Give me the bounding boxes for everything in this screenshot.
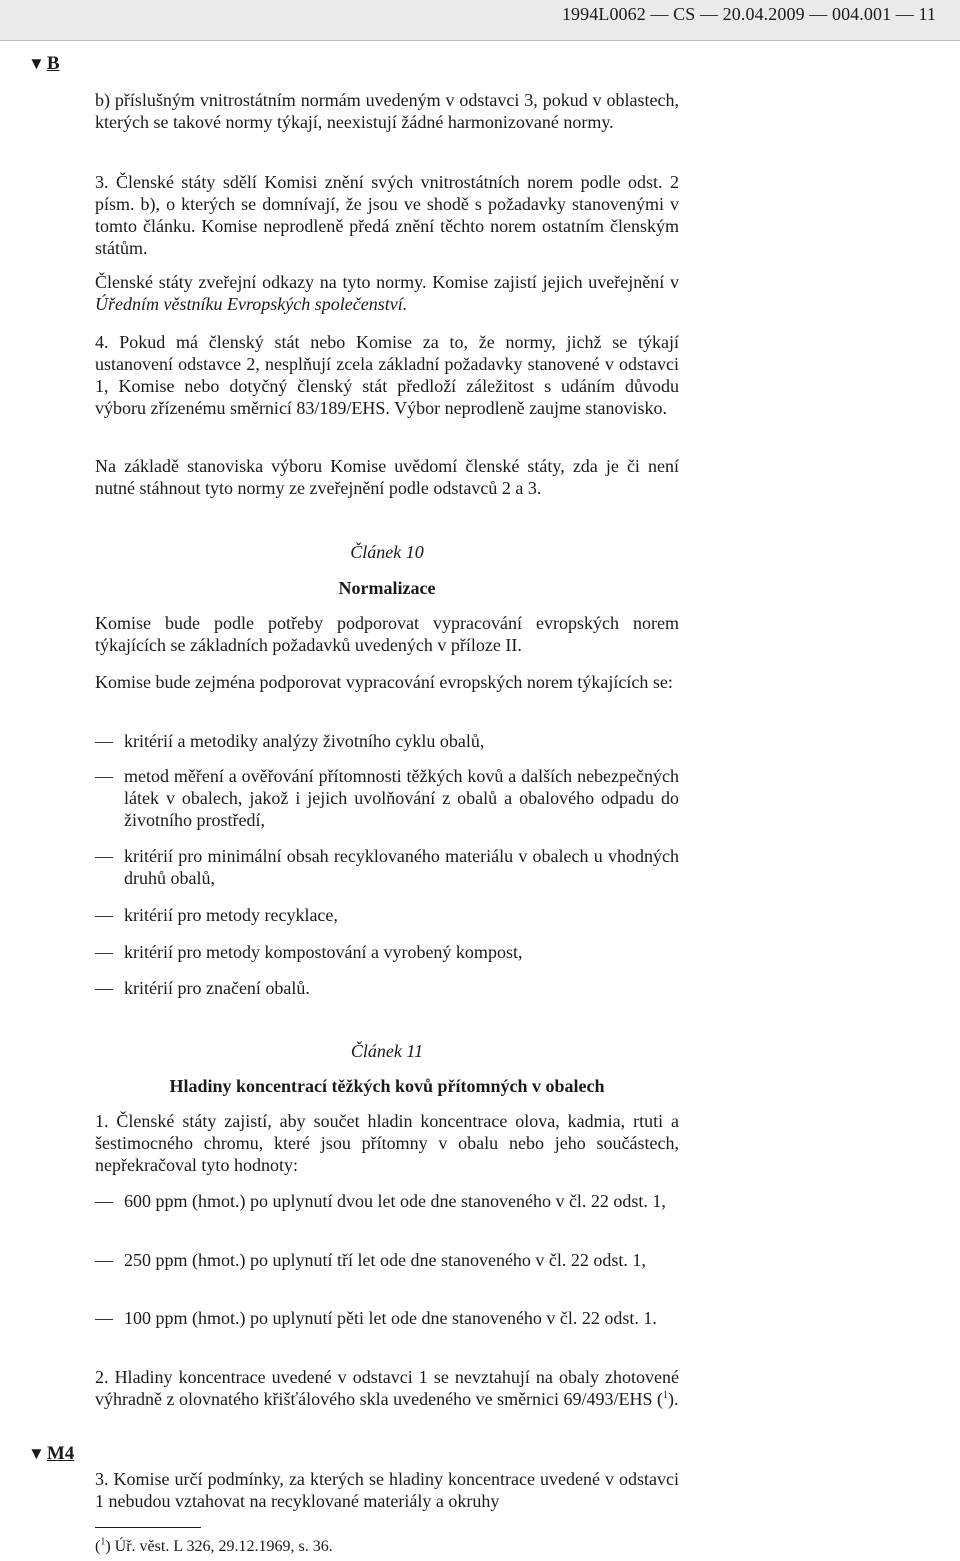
footnote-separator [95,1527,201,1528]
footnote-reference[interactable]: 1 [663,1390,669,1401]
list-item-text: metod měření a ověřování přítomnosti těžkých kovů a dalších nebezpečných látek v obalech, jakož i jejich uvolňování z obalů a obalového odpadu do životního prostředí, [124,766,679,830]
dash-bullet: — [95,766,113,786]
page-header [0,0,960,41]
paragraph: b) příslušným vnitrostátním normám uvedeným v odstavci 3, pokud v oblastech, kterých se takové normy týkají, neexistují žádné harmonizované normy. [95,90,679,132]
paragraph [95,271,679,315]
list-item [95,941,679,963]
paragraph-4 [95,331,679,419]
list-item [95,765,679,831]
paragraph-text: Členské státy zveřejní odkazy na tyto normy. Komise zajistí jejich uveřejnění v [95,272,679,292]
dash-bullet: — [95,942,113,962]
dash-bullet: — [95,905,113,925]
paragraph: 4. Pokud má členský stát nebo Komise za to, že normy, jichž se týkají ustanovení odstavce 2, nesplňují zcela základní požadavky stanovené v odstavci 1, Komise nebo dotyčný členský stát předloží záležitost s udáním důvodu výboru zřízenému směrnicí 83/189/EHS. Výbor neprodleně zaujme stanovisko. [95,332,679,418]
list-item [95,977,679,999]
list-item-text: kritérií a metodiky analýzy životního cyklu obalů, [124,731,485,751]
paragraph [95,1366,679,1410]
dash-bullet: — [95,1191,113,1211]
article-11-paragraph-3 [95,1468,679,1512]
article-10-title: Normalizace [338,578,436,598]
amendment-marker-m4 [28,1443,74,1465]
dash-bullet: — [95,1308,113,1328]
article-10-label: Článek 10 [350,542,424,562]
paragraph-4-decision [95,455,679,499]
article-10-paragraph-2 [95,671,679,693]
dash-bullet: — [95,978,113,998]
triangle-down-icon: ▼ [28,54,45,73]
provision-b-item [95,89,679,133]
article-11-title: Hladiny koncentrací těžkých kovů přítomných v obalech [169,1076,605,1096]
footnote-number: 1 [100,1536,106,1548]
article-11-paragraph-2 [95,1366,679,1410]
dash-bullet: — [95,731,113,751]
marker-code: B [46,53,60,74]
paragraph-text: 2. Hladiny koncentrace uvedené v odstavci 1 se nevztahují na obaly zhotovené výhradně z olovnatého křišťálového skla uvedeného ve směrnici 69/493/EHS ( [95,1367,679,1409]
triangle-down-icon: ▼ [28,1444,45,1463]
article-10-paragraph-1 [95,612,679,656]
footnote-open: ( [95,1538,101,1555]
list-item-text: 100 ppm (hmot.) po uplynutí pěti let ode dne stanoveného v čl. 22 odst. 1. [124,1308,657,1328]
amendment-marker-b [28,53,60,75]
paragraph-text-end: ). [668,1389,679,1409]
paragraph: 3. Členské státy sdělí Komisi znění svých vnitrostátních norem podle odst. 2 písm. b), o kterých se domnívají, že jsou ve shodě s požadavky stanovenými v tomto článku. Komise neprodleně předá znění těchto norem ostatním členským státům. [95,172,679,258]
paragraph-3-publication [95,271,679,315]
list-item [95,845,679,889]
list-item [95,1307,679,1329]
marker-code: M4 [46,1443,75,1464]
list-item-text: kritérií pro metody recyklace, [124,905,338,925]
list-item-text: 600 ppm (hmot.) po uplynutí dvou let ode dne stanoveného v čl. 22 odst. 1, [124,1191,666,1211]
footnote-text: Úř. věst. L 326, 29.12.1969, s. 36. [110,1538,333,1555]
list-item-text: kritérií pro metody kompostování a vyrobený kompost, [124,942,523,962]
paragraph: Komise bude podle potřeby podporovat vypracování evropských norem týkajících se základních požadavků uvedených v příloze II. [95,613,679,655]
list-item-text: 250 ppm (hmot.) po uplynutí tří let ode dne stanoveného v čl. 22 odst. 1, [124,1250,646,1270]
dash-bullet: — [95,846,113,866]
paragraph: 1. Členské státy zajistí, aby součet hladin koncentrace olova, kadmia, rtuti a šestimocného chromu, které jsou přítomny v obalu nebo jeho součástech, nepřekračoval tyto hodnoty: [95,1111,679,1175]
article-11-paragraph-1 [95,1110,679,1176]
list-item [95,730,679,752]
paragraph: Na základě stanoviska výboru Komise uvědomí členské státy, zda je či není nutné stáhnout tyto normy ze zveřejnění podle odstavců 2 a 3. [95,456,679,498]
dash-bullet: — [95,1250,113,1270]
list-item-text: kritérií pro značení obalů. [124,978,310,998]
footnote-close: ) [105,1538,111,1555]
footnote [95,1537,333,1557]
journal-title: Úředním věstníku Evropských společenství. [95,294,408,314]
paragraph-3 [95,171,679,259]
list-item [95,904,679,926]
article-11-label: Článek 11 [350,1041,424,1061]
paragraph: Komise bude zejména podporovat vypracování evropských norem týkajících se: [95,672,673,692]
list-item-text: kritérií pro minimální obsah recyklovaného materiálu v obalech u vhodných druhů obalů, [124,846,679,888]
list-item [95,1190,679,1212]
paragraph: 3. Komise určí podmínky, za kterých se hladiny koncentrace uvedené v odstavci 1 nebudou vztahovat na recyklované materiály a okruhy [95,1469,679,1511]
document-reference: 1994L0062 — CS — 20.04.2009 — 004.001 — 11 [561,4,936,24]
list-item [95,1249,679,1271]
